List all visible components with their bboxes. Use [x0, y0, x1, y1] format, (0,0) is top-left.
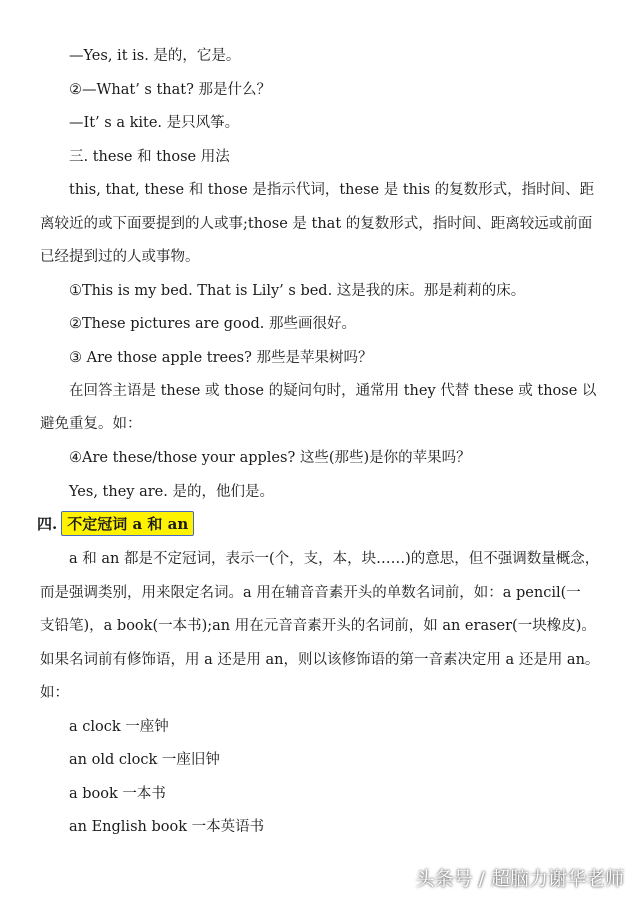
- paragraph-line: 如果名词前有修饰语，用 a 还是用 an，则以该修饰语的第一音素决定用 a 还是用 an。: [40, 652, 600, 668]
- example-line: ④Are these/those your apples? 这些(那些)是你的苹果吗？: [69, 450, 471, 466]
- paragraph-line: 而是强调类别，用来限定名词。a 用在辅音音素开头的单数名词前，如：a pencil(一: [40, 585, 581, 601]
- example-line: an old clock 一座旧钟: [69, 752, 220, 768]
- section-3-heading: 三. these 和 those 用法: [69, 149, 230, 165]
- example-line: an English book 一本英语书: [69, 819, 265, 835]
- paragraph-line: 支铅笔)，a book(一本书);an 用在元音音素开头的名词前，如 an eraser(一块橡皮)。: [40, 618, 596, 634]
- dialogue-line-3: —It’ s a kite. 是只风筝。: [69, 115, 240, 131]
- section-number: 四.: [37, 514, 58, 533]
- paragraph-line: a 和 an 都是不定冠词，表示一(个，支，本，块……)的意思，但不强调数量概念，: [69, 551, 600, 567]
- example-line: ①This is my bed. That is Lily’ s bed. 这是我的床。那是莉莉的床。: [69, 283, 526, 299]
- paragraph-line: this, that, these 和 those 是指示代词，these 是 this 的复数形式，指时间、距: [69, 182, 595, 198]
- paragraph-line: 避免重复。如：: [40, 416, 142, 432]
- example-line: a book 一本书: [69, 786, 166, 802]
- example-line: ②These pictures are good. 那些画很好。: [69, 316, 356, 332]
- highlighted-title: 不定冠词 a 和 an: [61, 511, 194, 536]
- paragraph-line: 离较近的或下面要提到的人或事;those 是 that 的复数形式，指时间、距离较远或前面: [40, 216, 593, 232]
- paragraph-line: 在回答主语是 these 或 those 的疑问句时，通常用 they 代替 these 或 those 以: [69, 383, 597, 399]
- paragraph-line: 如：: [40, 685, 69, 701]
- example-line: a clock 一座钟: [69, 719, 169, 735]
- paragraph-line: 已经提到过的人或事物。: [40, 249, 200, 265]
- watermark: 头条号 / 超脑力谢华老师: [415, 868, 624, 890]
- dialogue-line-2: ②—What’ s that? 那是什么？: [69, 82, 272, 98]
- section-4-heading: [37, 512, 194, 534]
- dialogue-line-1: —Yes, it is. 是的，它是。: [69, 48, 241, 64]
- example-line: Yes, they are. 是的，他们是。: [69, 484, 274, 500]
- example-line: ③ Are those apple trees? 那些是苹果树吗？: [69, 350, 373, 366]
